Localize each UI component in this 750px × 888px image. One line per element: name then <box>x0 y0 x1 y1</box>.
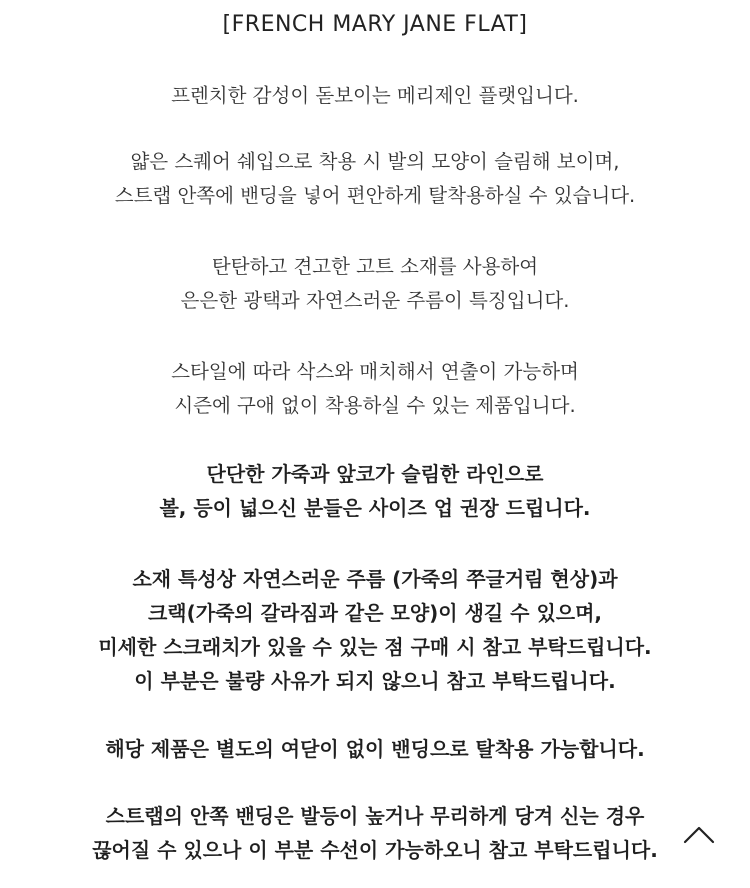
paragraph-size-notice <box>0 457 750 525</box>
text-line: 미세한 스크래치가 있을 수 있는 점 구매 시 참고 부탁드립니다. <box>98 635 652 659</box>
paragraph-shape <box>0 145 750 213</box>
text-line: 시즌에 구애 없이 착용하실 수 있는 제품입니다. <box>174 394 576 417</box>
text-line: 단단한 가죽과 앞코가 슬림한 라인으로 <box>206 462 544 486</box>
paragraph-material <box>0 250 750 318</box>
text-line: 해당 제품은 별도의 여닫이 없이 밴딩으로 탈착용 가능합니다. <box>105 737 645 761</box>
text-line: 이 부분은 불량 사유가 되지 않으니 참고 부탁드립니다. <box>134 669 616 693</box>
product-title: [FRENCH MARY JANE FLAT] <box>222 12 528 37</box>
text-line: 소재 특성상 자연스러운 주름 (가죽의 쭈글거림 현상)과 <box>132 567 618 591</box>
text-line: 끊어질 수 있으나 이 부분 수선이 가능하오니 참고 부탁드립니다. <box>92 838 658 862</box>
scroll-top-button[interactable] <box>682 822 716 846</box>
paragraph-leather-notice <box>0 562 750 698</box>
text-line: 스트랩의 안쪽 밴딩은 발등이 높거나 무리하게 당겨 신는 경우 <box>105 804 645 828</box>
text-line: 스타일에 따라 삭스와 매치해서 연출이 가능하며 <box>171 360 579 383</box>
text-line: 은은한 광택과 자연스러운 주름이 특징입니다. <box>180 289 570 312</box>
chevron-up-icon <box>682 822 716 846</box>
paragraph-repair-notice <box>0 799 750 867</box>
paragraph-styling <box>0 355 750 423</box>
paragraph-banding-notice <box>0 732 750 766</box>
text-line: 스트랩 안쪽에 밴딩을 넣어 편안하게 탈착용하실 수 있습니다. <box>114 184 636 207</box>
text-line: 크랙(가죽의 갈라짐과 같은 모양)이 생길 수 있으며, <box>147 601 603 625</box>
text-line: 탄탄하고 견고한 고트 소재를 사용하여 <box>211 255 539 278</box>
text-line: 얇은 스퀘어 쉐입으로 착용 시 발의 모양이 슬림해 보이며, <box>130 150 620 173</box>
text-line: 볼, 등이 넓으신 분들은 사이즈 업 권장 드립니다. <box>159 496 591 520</box>
paragraph-intro <box>0 79 750 113</box>
text-line: 프렌치한 감성이 돋보이는 메리제인 플랫입니다. <box>171 84 579 107</box>
